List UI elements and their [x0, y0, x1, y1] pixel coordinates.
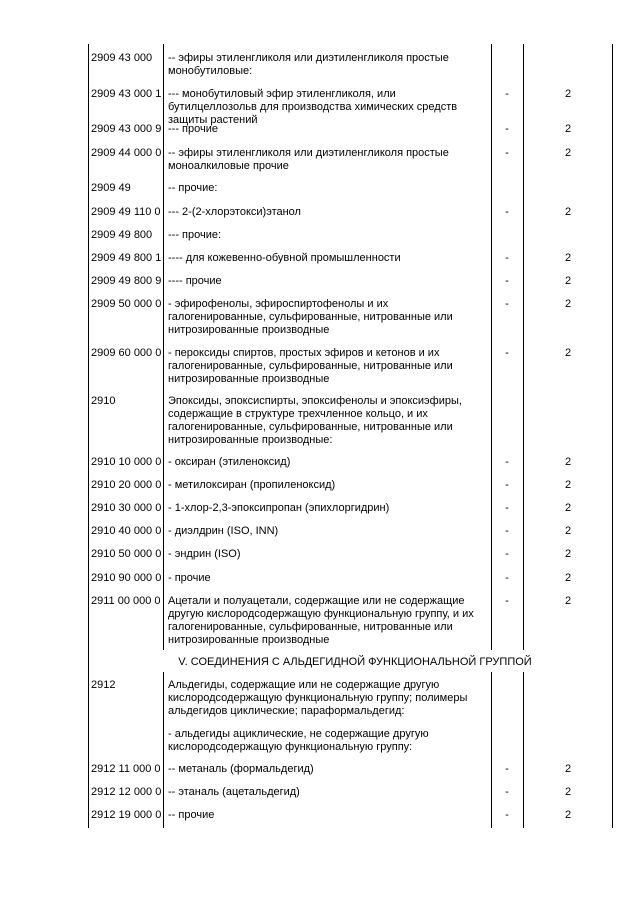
- row-description: -- этаналь (ацетальдегид): [168, 786, 300, 798]
- row-col3: -: [505, 252, 509, 264]
- row-col4: 2: [564, 347, 572, 359]
- row-col4: 2: [564, 123, 572, 135]
- table-border-left: [88, 650, 89, 672]
- row-description-para: - альдегиды ациклические, не содержащие другую кислородсодержащую функциональную группу:: [168, 728, 429, 753]
- row-code: 2910 40 000 0: [91, 525, 162, 537]
- row-code: 2909 43 000: [91, 52, 153, 64]
- row-col3: -: [505, 456, 509, 468]
- row-description: - эндрин (ISO): [168, 548, 241, 560]
- table-border-right: [612, 650, 613, 672]
- row-col3: -: [505, 275, 509, 287]
- row-col3: -: [505, 786, 509, 798]
- row-code: 2909 49 110 0: [91, 206, 161, 218]
- column-divider-c3: [523, 672, 524, 828]
- row-code: 2910 90 000 0: [91, 572, 162, 584]
- row-col4: 2: [564, 502, 572, 514]
- row-col4: 2: [564, 275, 572, 287]
- row-description: -- метаналь (формальдегид): [168, 763, 314, 775]
- row-code: 2912 12 000 0: [91, 786, 162, 798]
- row-description: - 1-хлор-2,3-эпоксипропан (эпихлоргидрин): [168, 502, 390, 514]
- row-code: 2909 49 800: [91, 229, 153, 241]
- row-code: 2909 44 000 0: [91, 147, 162, 159]
- row-code: 2909 43 000 1: [91, 88, 162, 100]
- row-col4: 2: [564, 88, 572, 100]
- row-description: -- эфиры этиленгликоля или диэтиленгликоля простые моноалкиловые прочие: [168, 147, 449, 172]
- row-col4: 2: [564, 548, 572, 560]
- row-col3: -: [505, 572, 509, 584]
- row-code: 2910 50 000 0: [91, 548, 162, 560]
- row-col4: 2: [564, 479, 572, 491]
- row-col4: 2: [564, 252, 572, 264]
- row-code: 2912: [91, 679, 116, 691]
- row-description: - пероксиды спиртов, простых эфиров и кетонов и их галогенированные, сульфированные, нитрованные или нитрозированные производные: [168, 347, 453, 385]
- row-col3: -: [505, 206, 509, 218]
- table-border-left: [88, 672, 89, 828]
- section-heading: V. СОЕДИНЕНИЯ С АЛЬДЕГИДНОЙ ФУНКЦИОНАЛЬНОЙ ГРУППОЙ: [178, 656, 532, 668]
- row-description: Эпоксиды, эпоксиспирты, эпоксифенолы и эпоксиэфиры, содержащие в структуре трехчленное кольцо, и их галогенированные, сульфированные, нитрованные или нитрозированные производные:: [168, 395, 462, 446]
- row-code: 2912 11 000 0: [91, 763, 161, 775]
- row-description: - метилоксиран (пропиленоксид): [168, 479, 336, 491]
- row-code: 2910 30 000 0: [91, 502, 162, 514]
- row-description: -- прочие: [168, 809, 215, 821]
- row-code: 2909 60 000 0: [91, 347, 162, 359]
- row-col4: 2: [564, 786, 572, 798]
- row-description: --- прочие: [168, 123, 218, 135]
- row-description: ---- для кожевенно-обувной промышленности: [168, 252, 401, 264]
- column-divider-code: [163, 672, 164, 828]
- row-col3: -: [505, 763, 509, 775]
- row-description: - эфирофенолы, эфироспиртофенолы и их галогенированные, сульфированные, нитрованные или нитрозированные производные: [168, 298, 453, 336]
- row-description-para: Альдегиды, содержащие или не содержащие другую кислородсодержащую функциональную группу; полимеры альдегидов циклические; параформальдегид:: [168, 679, 468, 717]
- row-col4: 2: [564, 525, 572, 537]
- row-description: [168, 679, 486, 754]
- row-col4: 2: [564, 572, 572, 584]
- row-col3: -: [505, 479, 509, 491]
- row-col3: -: [505, 548, 509, 560]
- row-col4: 2: [564, 206, 572, 218]
- row-description: --- 2-(2-хлорэтокси)этанол: [168, 206, 301, 218]
- row-code: 2912 19 000 0: [91, 809, 162, 821]
- row-code: 2910: [91, 395, 116, 407]
- row-code: 2909 50 000 0: [91, 298, 162, 310]
- row-col4: 2: [564, 456, 572, 468]
- table-border-right: [612, 44, 613, 650]
- row-code: 2909 49 800 9: [91, 275, 162, 287]
- table-border-right: [612, 672, 613, 828]
- row-description: - прочие: [168, 572, 211, 584]
- row-description: --- монобутиловый эфир этиленгликоля, или бутилцеллозольв для производства химических средств защиты растений: [168, 88, 458, 126]
- row-col3: -: [505, 298, 509, 310]
- column-divider-code: [163, 44, 164, 650]
- column-divider-desc: [491, 44, 492, 650]
- row-col4: 2: [564, 147, 572, 159]
- row-col3: -: [505, 88, 509, 100]
- row-description: ---- прочие: [168, 275, 222, 287]
- column-divider-c3: [523, 44, 524, 650]
- row-code: 2910 20 000 0: [91, 479, 162, 491]
- row-description: -- прочие:: [168, 182, 218, 194]
- row-description: Ацетали и полуацетали, содержащие или не содержащие другую кислородсодержащую функциональную группу, и их галогенированные, сульфированные, нитрованные или нитрозированные производные: [168, 595, 474, 646]
- row-col3: -: [505, 502, 509, 514]
- row-col3: -: [505, 525, 509, 537]
- row-col3: -: [505, 809, 509, 821]
- row-description: -- эфиры этиленгликоля или диэтиленгликоля простые монобутиловые:: [168, 52, 449, 77]
- row-code: 2910 10 000 0: [91, 456, 162, 468]
- row-code: 2909 49 800 1: [91, 252, 162, 264]
- row-col3: -: [505, 123, 509, 135]
- row-col4: 2: [564, 763, 572, 775]
- row-code: 2909 43 000 9: [91, 123, 162, 135]
- row-description: - оксиран (этиленоксид): [168, 456, 291, 468]
- row-description: - диэлдрин (ISO, INN): [168, 525, 279, 537]
- row-col4: 2: [564, 298, 572, 310]
- row-description: --- прочие:: [168, 229, 222, 241]
- row-col4: 2: [564, 595, 572, 607]
- row-col3: -: [505, 595, 509, 607]
- row-col3: -: [505, 347, 509, 359]
- row-col4: 2: [564, 809, 572, 821]
- table-border-left: [88, 44, 89, 650]
- row-code: 2911 00 000 0: [91, 595, 161, 607]
- row-col3: -: [505, 147, 509, 159]
- column-divider-desc: [491, 672, 492, 828]
- row-code: 2909 49: [91, 182, 131, 194]
